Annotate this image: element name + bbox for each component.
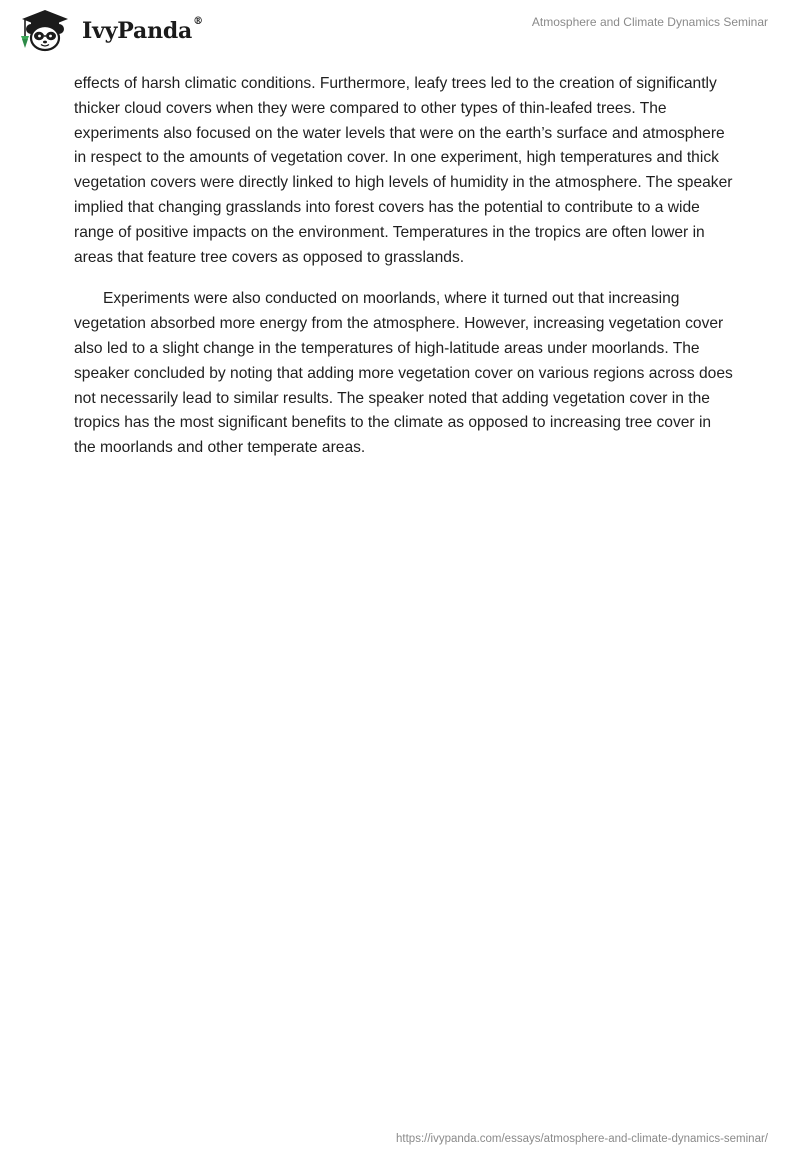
paragraph: Experiments were also conducted on moorlands, where it turned out that increasing vegetation absorbed more energy from the atmosphere. However, increasing vegetation cover also led to a slight change in the temperatures of high-latitude areas under moorlands. The speaker concluded by noting that adding more vegetation cover on various regions across does not necessarily lead to similar results. The speaker noted that adding vegetation cover in the tropics has the most significant benefits to the climate as opposed to increasing tree cover in the moorlands and other temperate areas.: [74, 290, 733, 457]
essay-body: [74, 72, 734, 478]
ivypanda-logo[interactable]: [14, 8, 203, 52]
page-header: [0, 0, 800, 66]
document-title: Atmosphere and Climate Dynamics Seminar: [531, 15, 768, 29]
source-url[interactable]: https://ivypanda.com/essays/atmosphere-and-climate-dynamics-seminar/: [396, 1133, 768, 1145]
logo-text: IvyPanda: [82, 18, 193, 44]
registered-mark: ®: [193, 16, 203, 27]
panda-graduate-icon: [14, 8, 76, 52]
logo-wordmark: [82, 18, 203, 44]
paragraph: effects of harsh climatic conditions. Furthermore, leafy trees led to the creation of significantly thicker cloud covers when they were compared to other types of thin-leafed trees. The experiments also focused on the water levels that were on the earth’s surface and atmosphere in respect to the amounts of vegetation cover. In one experiment, high temperatures and thick vegetation covers were directly linked to high levels of humidity in the atmosphere. The speaker implied that changing grasslands into forest covers has the potential to contribute to a wide range of positive impacts on the environment. Temperatures in the tropics are often lower in areas that feature tree covers as opposed to grasslands.: [74, 75, 733, 266]
